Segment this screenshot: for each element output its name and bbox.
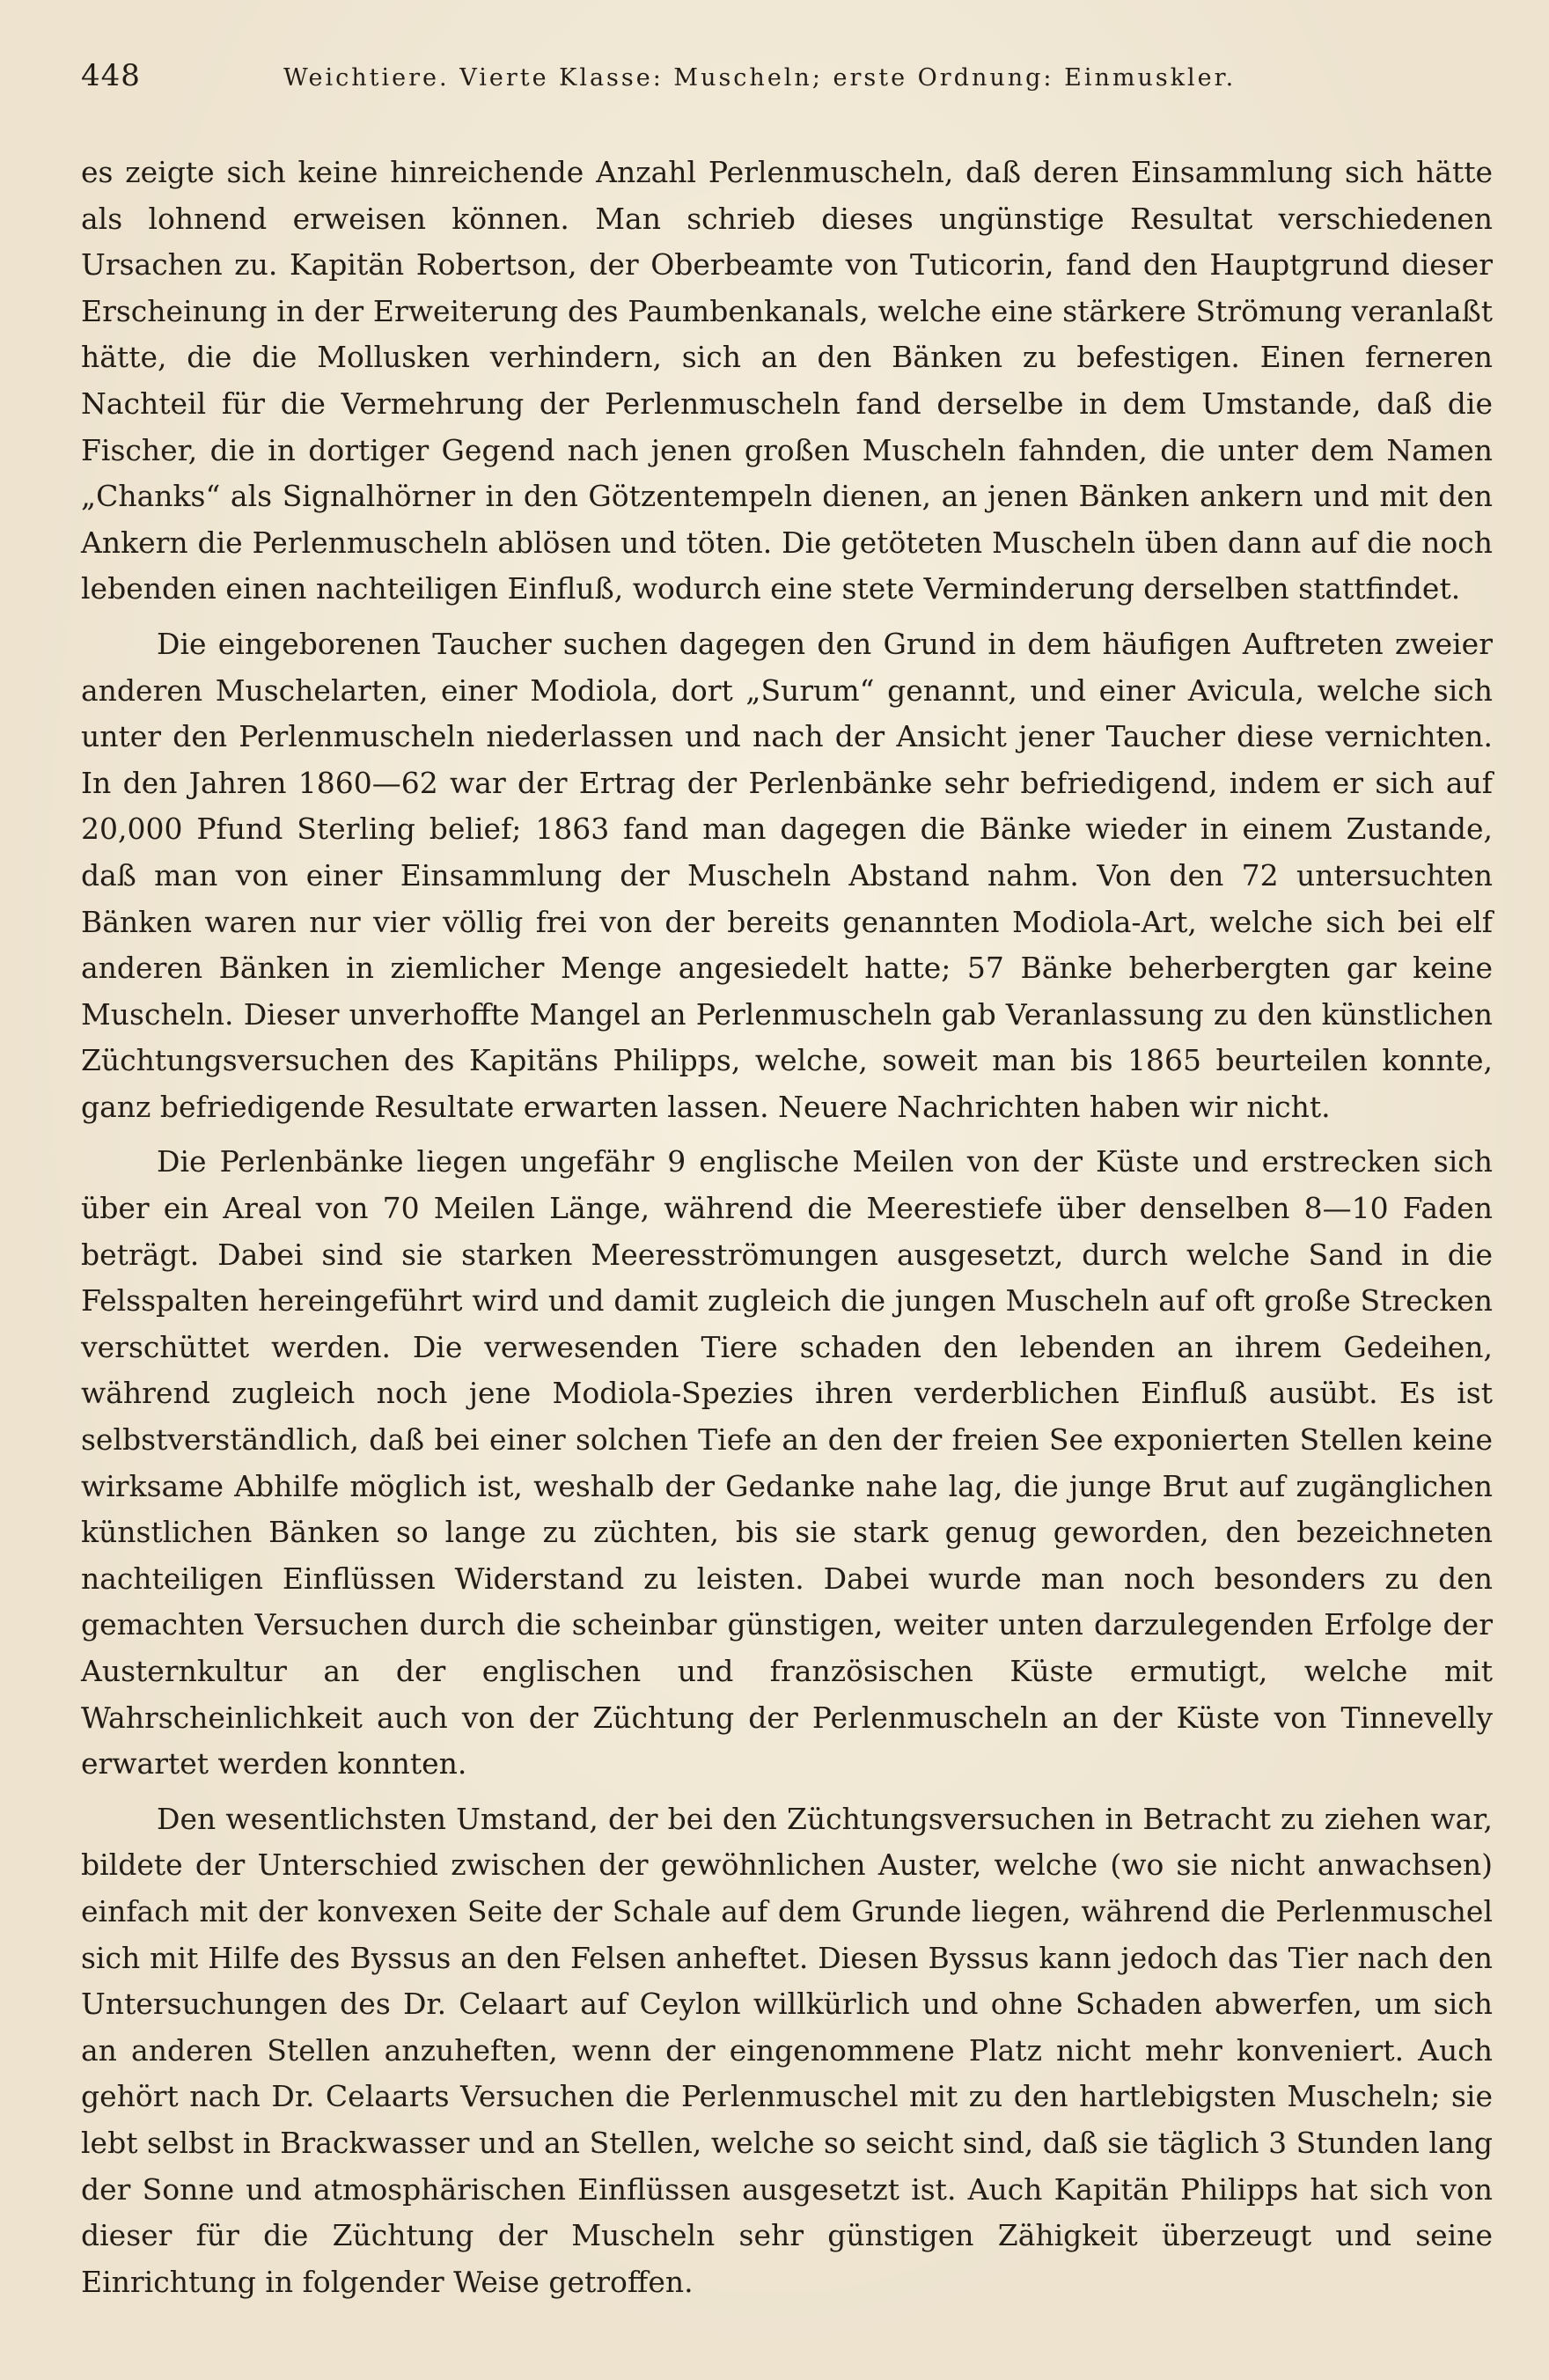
- paragraph-1: es zeigte sich keine hinreichende Anzahl Perlenmuscheln, daß deren Einsammlung sich hätte als lohnend erweisen können. Man schrieb dieses ungünstige Resultat verschiedenen Ursachen zu. Kapitän Robertson, der Oberbeamte von Tuticorin, fand den Hauptgrund dieser Erscheinung in der Erweiterung des Paumbenkanals, welche eine stärkere Strömung veranlaßt hätte, die die Mollusken verhindern, sich an den Bänken zu befestigen. Einen ferneren Nachteil für die Vermehrung der Perlenmuscheln fand derselbe in dem Umstande, daß die Fischer, die in dortiger Gegend nach jenen großen Muscheln fahnden, die unter dem Namen „Chanks“ als Signalhörner in den Götzentempeln dienen, an jenen Bänken ankern und mit den Ankern die Perlenmuscheln ablösen und töten. Die getöteten Muscheln üben dann auf die noch lebenden einen nachteiligen Einfluß, wodurch eine stete Verminderung derselben stattfindet.: [81, 155, 1493, 606]
- paragraph-3: Die Perlenbänke liegen ungefähr 9 englische Meilen von der Küste und erstrecken sich über ein Areal von 70 Meilen Länge, während die Meerestiefe über denselben 8—10 Faden beträgt. Dabei sind sie starken Meeresströmungen ausgesetzt, durch welche Sand in die Felsspalten hereingeführt wird und damit zugleich die jungen Muscheln auf oft große Strecken verschüttet werden. Die verwesenden Tiere schaden den lebenden an ihrem Gedeihen, während zugleich noch jene Modiola-Spezies ihren verderblichen Einfluß ausübt. Es ist selbstverständlich, daß bei einer solchen Tiefe an den der freien See exponierten Stellen keine wirksame Abhilfe möglich ist, weshalb der Gedanke nahe lag, die junge Brut auf zugänglichen künstlichen Bänken so lange zu züchten, bis sie stark genug geworden, den bezeichneten nachteiligen Einflüssen Widerstand zu leisten. Dabei wurde man noch besonders zu den gemachten Versuchen durch die scheinbar günstigen, weiter unten darzulegenden Erfolge der Austernkultur an der englischen und französischen Küste ermutigt, welche mit Wahrscheinlichkeit auch von der Züchtung der Perlenmuscheln an der Küste von Tinnevelly erwartet werden konnten.: [81, 1144, 1493, 1781]
- page-number: 448: [81, 58, 141, 93]
- running-head: [81, 58, 1493, 111]
- paragraph-2: Die eingeborenen Taucher suchen dagegen den Grund in dem häufigen Auftreten zweier anderen Muschelarten, einer Modiola, dort „Surum“ genannt, und einer Avicula, welche sich unter den Perlenmuscheln niederlassen und nach der Ansicht jener Taucher diese vernichten. In den Jahren 1860—62 war der Ertrag der Perlenbänke sehr befriedigend, indem er sich auf 20,000 Pfund Sterling belief; 1863 fand man dagegen die Bänke wieder in einem Zustande, daß man von einer Einsammlung der Muscheln Abstand nahm. Von den 72 untersuchten Bänken waren nur vier völlig frei von der bereits genannten Modiola-Art, welche sich bei elf anderen Bänken in ziemlicher Menge angesiedelt hatte; 57 Bänke beherbergten gar keine Muscheln. Dieser unverhoffte Mangel an Perlenmuscheln gab Veranlassung zu den künstlichen Züchtungsversuchen des Kapitäns Philipps, welche, soweit man bis 1865 beurteilen konnte, ganz befriedigende Resultate erwarten lassen. Neuere Nachrichten haben wir nicht.: [81, 626, 1493, 1124]
- paragraph-4: Den wesentlichsten Umstand, der bei den Züchtungsversuchen in Betracht zu ziehen war, bildete der Unterschied zwischen der gewöhnlichen Auster, welche (wo sie nicht anwachsen) einfach mit der konvexen Seite der Schale auf dem Grunde liegen, während die Perlenmuschel sich mit Hilfe des Byssus an den Felsen anheftet. Diesen Byssus kann jedoch das Tier nach den Untersuchungen des Dr. Celaart auf Ceylon willkürlich und ohne Schaden abwerfen, um sich an anderen Stellen anzuheften, wenn der eingenommene Platz nicht mehr konveniert. Auch gehört nach Dr. Celaarts Versuchen die Perlenmuschel mit zu den hartlebigsten Muscheln; sie lebt selbst in Brackwasser und an Stellen, welche so seicht sind, daß sie täglich 3 Stunden lang der Sonne und atmosphärischen Einflüssen ausgesetzt ist. Auch Kapitän Philipps hat sich von dieser für die Züchtung der Muscheln sehr günstigen Zähigkeit überzeugt und seine Einrichtung in folgender Weise getroffen.: [81, 1801, 1493, 2299]
- running-head-title: Weichtiere. Vierte Klasse: Muscheln; erste Ordnung: Einmuskler.: [283, 64, 1237, 92]
- body-text: [81, 150, 1493, 2305]
